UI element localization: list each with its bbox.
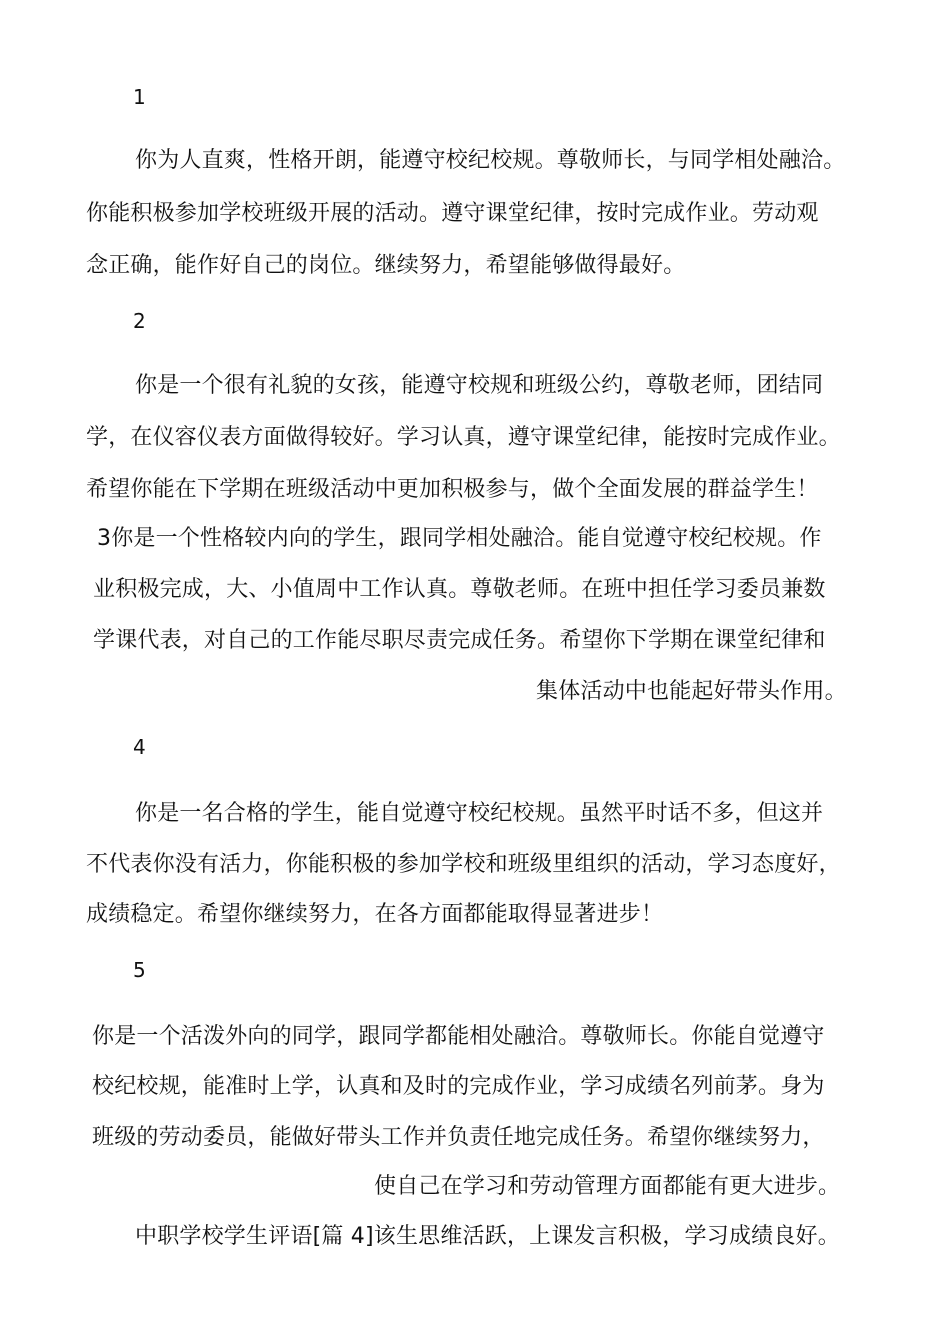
section-number-4: 4 xyxy=(133,735,146,759)
section-5-line-1: 你是一个活泼外向的同学，跟同学都能相处融洽。尊敬师长。你能自觉遵守 xyxy=(92,1024,825,1049)
section-5-line-3: 班级的劳动委员，能做好带头工作并负责任地完成任务。希望你继续努力， xyxy=(92,1125,825,1150)
section-number-5: 5 xyxy=(133,958,146,982)
closing-line: 中职学校学生评语[篇 4]该生思维活跃，上课发言积极，学习成绩良好。 xyxy=(135,1224,840,1249)
section-4-line-3: 成绩稳定。希望你继续努力，在各方面都能取得显著进步！ xyxy=(86,902,664,927)
section-3-line-3: 学课代表，对自己的工作能尽职尽责完成任务。希望你下学期在课堂纪律和 xyxy=(93,628,826,653)
section-1-line-3: 念正确，能作好自己的岗位。继续努力，希望能够做得最好。 xyxy=(86,253,686,278)
section-3-first-line xyxy=(97,524,822,554)
section-4-line-2: 不代表你没有活力，你能积极的参加学校和班级里组织的活动，学习态度好， xyxy=(86,852,841,877)
section-4-line-1: 你是一名合格的学生，能自觉遵守校纪校规。虽然平时话不多，但这并 xyxy=(135,801,824,826)
section-5-line-2: 校纪校规，能准时上学，认真和及时的完成作业，学习成绩名列前茅。身为 xyxy=(92,1074,825,1099)
section-number-2: 2 xyxy=(133,309,146,333)
section-5-line-4: 使自己在学习和劳动管理方面都能有更大进步。 xyxy=(374,1174,841,1199)
section-1-line-1: 你为人直爽，性格开朗，能遵守校纪校规。尊敬师长，与同学相处融洽。 xyxy=(135,148,846,173)
section-1-line-2: 你能积极参加学校班级开展的活动。遵守课堂纪律，按时完成作业。劳动观 xyxy=(86,201,819,226)
section-2-line-2: 学，在仪容仪表方面做得较好。学习认真，遵守课堂纪律，能按时完成作业。 xyxy=(86,425,841,450)
section-3-line-1: 你是一个性格较内向的学生，跟同学相处融洽。能自觉遵守校纪校规。作 xyxy=(111,526,822,551)
section-number-3: 3 xyxy=(97,526,112,551)
section-number-1: 1 xyxy=(133,85,146,109)
section-3-line-4: 集体活动中也能起好带头作用。 xyxy=(536,679,847,704)
section-3-line-2: 业积极完成，大、小值周中工作认真。尊敬老师。在班中担任学习委员兼数 xyxy=(93,577,826,602)
section-2-line-1: 你是一个很有礼貌的女孩，能遵守校规和班级公约，尊敬老师，团结同 xyxy=(135,373,824,398)
section-2-line-3: 希望你能在下学期在班级活动中更加积极参与，做个全面发展的群益学生！ xyxy=(86,477,819,502)
